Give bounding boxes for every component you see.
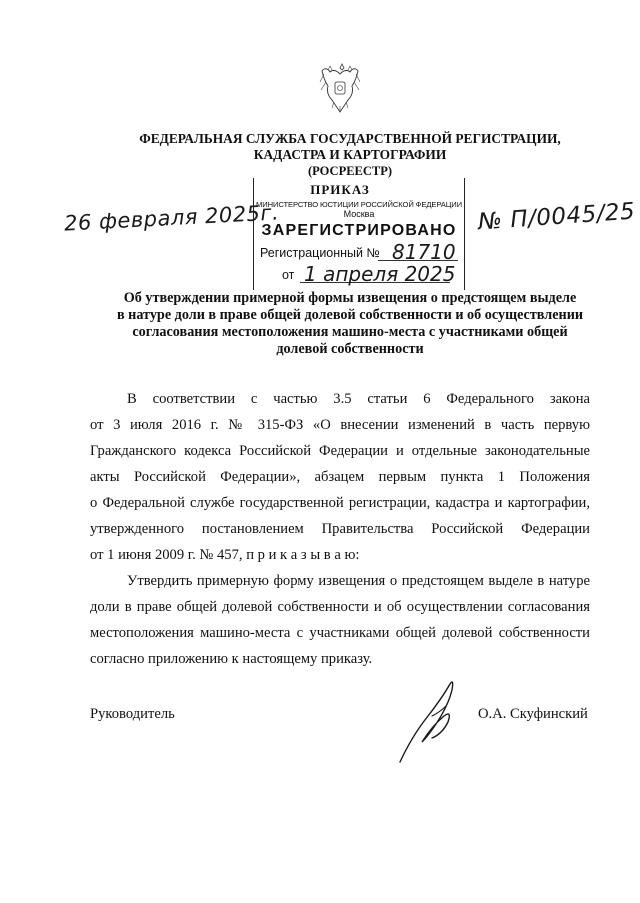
handwritten-order-number: № П/0045/25: [477, 198, 637, 236]
stamp-ministry: МИНИСТЕРСТВО ЮСТИЦИИ РОССИЙСКОЙ ФЕДЕРАЦИИ: [256, 200, 462, 209]
stamp-reg-label: Регистрационный №: [260, 246, 380, 260]
para2-line3: местоположения машино-места с участниками общей долевой собственности: [90, 625, 590, 641]
signatory-role: Руководитель: [90, 706, 175, 722]
signatory-name: О.А. Скуфинский: [478, 706, 588, 722]
agency-abbreviation: (РОСРЕЕСТР): [307, 164, 393, 178]
stamp-city: Москва: [343, 209, 375, 219]
para2-line2: доли в праве общей долевой собственности и об осуществлении согласования: [90, 599, 590, 615]
handwritten-date: 26 февраля 2025г.: [63, 200, 280, 236]
stamp-reg-date: 1 апреля 2025: [304, 262, 456, 286]
document-type: ПРИКАЗ: [310, 182, 370, 197]
para1-line1: В соответствии с частью 3.5 статьи 6 Федерального закона: [127, 391, 590, 407]
document-title-line2: в натуре доли в праве общей долевой собственности и об осуществлении: [116, 307, 584, 323]
stamp-reg-number: 81710: [392, 240, 456, 264]
stamp-date-label: от: [282, 268, 295, 282]
para1-line3: Гражданского кодекса Российской Федерации и отдельные законодательные: [90, 443, 590, 459]
stamp-registered: ЗАРЕГИСТРИРОВАНО: [261, 222, 457, 239]
document-title-line1: Об утверждении примерной формы извещения о предстоящем выделе: [123, 290, 577, 306]
document-title-line3: согласования местоположения машино-места с участниками общей: [132, 324, 568, 340]
para1-line4: акты Российской Федерации», абзацем первым пункта 1 Положения: [90, 469, 590, 485]
handwritten-signature: [392, 676, 472, 766]
coat-of-arms-icon: [318, 62, 362, 116]
agency-name-line2: КАДАСТРА И КАРТОГРАФИИ: [253, 147, 447, 162]
para1-line2: от 3 июля 2016 г. № 315-ФЗ «О внесении изменений в часть первую: [90, 417, 590, 433]
document-title-line4: долевой собственности: [276, 341, 424, 357]
para2-line1: Утвердить примерную форму извещения о предстоящем выделе в натуре: [127, 573, 590, 589]
para1-line7: от 1 июня 2009 г. № 457, п р и к а з ы в а ю:: [90, 547, 360, 563]
agency-name-line1: ФЕДЕРАЛЬНАЯ СЛУЖБА ГОСУДАРСТВЕННОЙ РЕГИСТРАЦИИ,: [139, 131, 561, 146]
para1-line6: утвержденного постановлением Правительства Российской Федерации: [90, 521, 590, 537]
para2-line4: согласно приложению к настоящему приказу.: [90, 651, 373, 667]
registration-stamp: [253, 178, 465, 290]
para1-line5: о Федеральной службе государственной регистрации, кадастра и картографии,: [90, 495, 590, 511]
